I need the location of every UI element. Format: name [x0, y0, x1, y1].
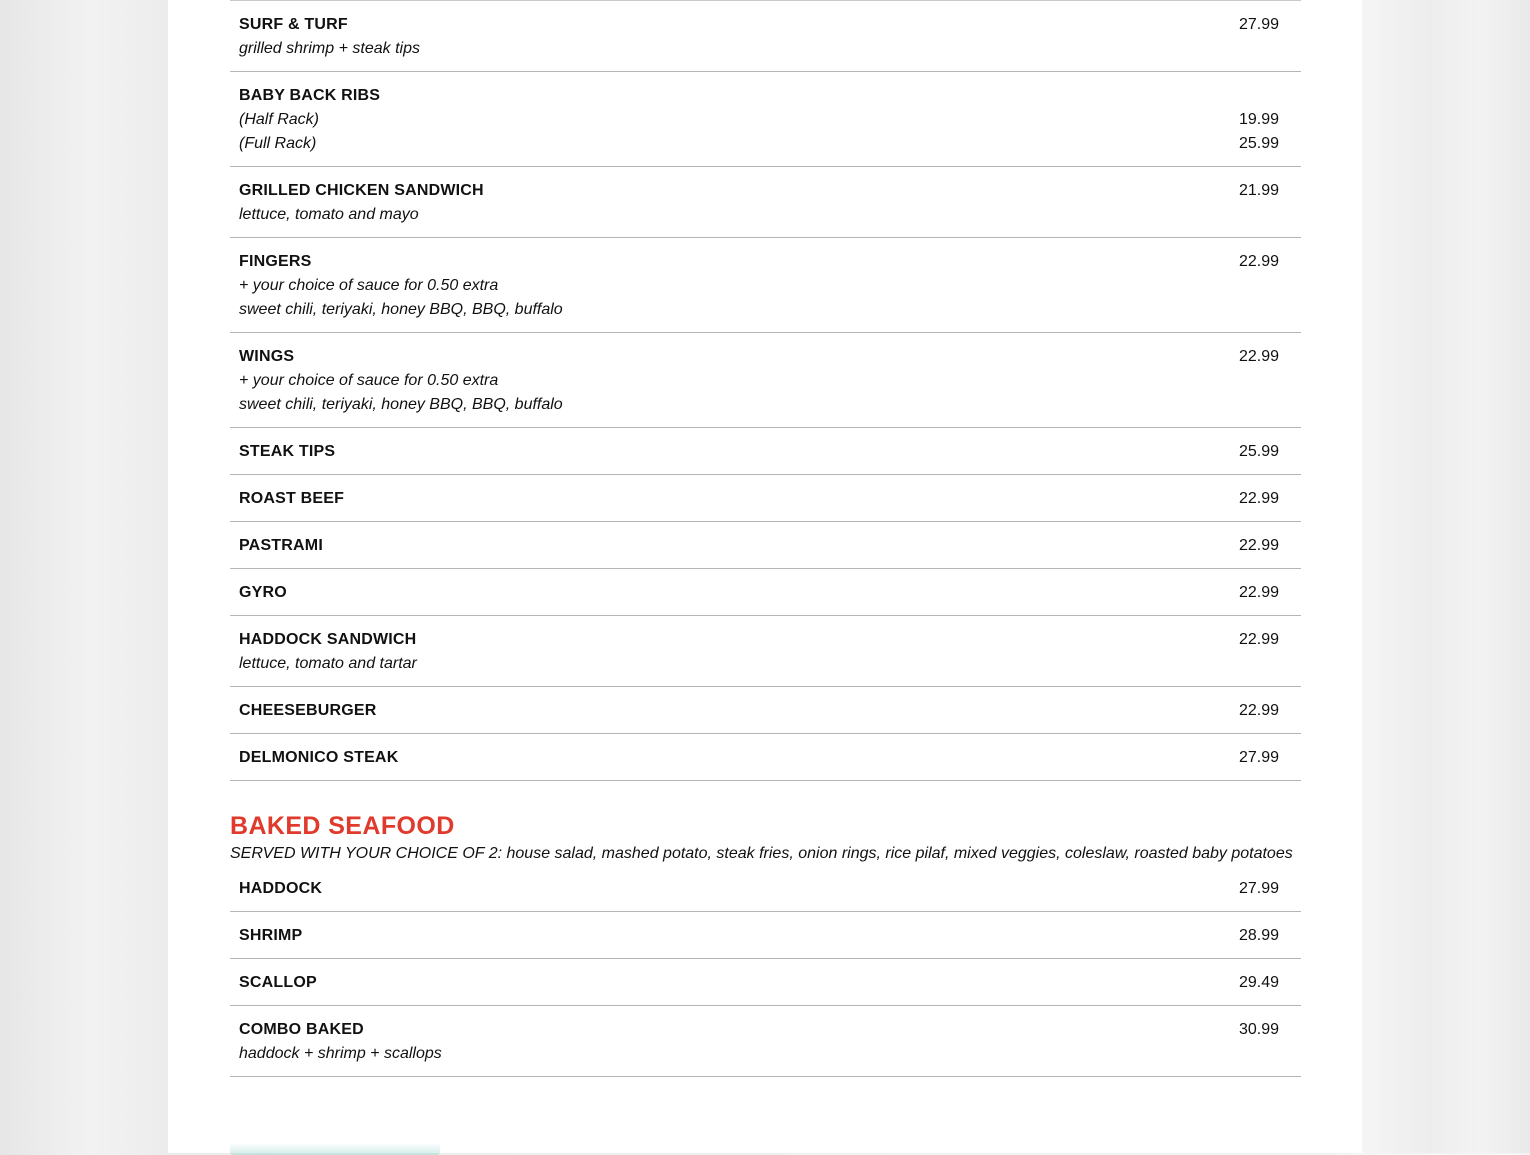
item-price: 29.49 [1238, 974, 1279, 991]
item-name: DELMONICO STEAK [239, 749, 399, 766]
menu-item-baby-back-ribs [230, 71, 1301, 166]
section-subtitle: SERVED WITH YOUR CHOICE OF 2: house salad, mashed potato, steak fries, onion rings, rice pilaf, mixed veggies, coleslaw, roasted baby potatoes [230, 845, 1293, 862]
menu-page [168, 0, 1362, 1153]
item-name: COMBO BAKED [239, 1021, 364, 1038]
item-name: WINGS [239, 348, 295, 365]
item-name: HADDOCK [239, 880, 323, 897]
item-name: FINGERS [239, 253, 312, 270]
item-price: 22.99 [1238, 702, 1279, 719]
item-description: grilled shrimp + steak tips [239, 40, 420, 57]
item-description: + your choice of sauce for 0.50 extra [239, 277, 499, 294]
section-title: BAKED SEAFOOD [230, 812, 455, 840]
item-name: GRILLED CHICKEN SANDWICH [239, 182, 484, 199]
item-description: sweet chili, teriyaki, honey BBQ, BBQ, buffalo [239, 396, 563, 413]
item-description: lettuce, tomato and tartar [239, 655, 417, 672]
item-price: 28.99 [1238, 927, 1279, 944]
item-price: 22.99 [1238, 537, 1279, 554]
menu-item-haddock [230, 868, 1301, 911]
item-price: 22.99 [1238, 631, 1279, 648]
item-price: 25.99 [1238, 443, 1279, 460]
item-name: GYRO [239, 584, 287, 601]
menu-item-fingers [230, 237, 1301, 332]
item-price: 22.99 [1238, 584, 1279, 601]
next-section-heading-partial [230, 1143, 440, 1155]
item-description: haddock + shrimp + scallops [239, 1045, 442, 1062]
item-prices [1219, 108, 1279, 156]
item-price: 22.99 [1238, 348, 1279, 365]
menu-item-grilled-chicken-sandwich [230, 166, 1301, 237]
item-name: CHEESEBURGER [239, 702, 377, 719]
menu-item-steak-tips [230, 427, 1301, 474]
menu-item-cheeseburger [230, 686, 1301, 733]
menu-item-shrimp [230, 911, 1301, 958]
section-items [230, 868, 1301, 1077]
menu-item-surf-turf [230, 0, 1301, 71]
menu-item-delmonico-steak [230, 733, 1301, 781]
item-price: 25.99 [1238, 135, 1279, 152]
item-price: 27.99 [1238, 880, 1279, 897]
menu-list [230, 0, 1301, 781]
item-description: + your choice of sauce for 0.50 extra [239, 372, 499, 389]
menu-item-gyro [230, 568, 1301, 615]
item-price: 21.99 [1238, 182, 1279, 199]
item-price: 22.99 [1238, 253, 1279, 270]
item-price: 30.99 [1238, 1021, 1279, 1038]
item-name: PASTRAMI [239, 537, 323, 554]
item-description: sweet chili, teriyaki, honey BBQ, BBQ, buffalo [239, 301, 563, 318]
item-option: (Half Rack) [239, 111, 320, 128]
item-option: (Full Rack) [239, 135, 317, 152]
menu-item-haddock-sandwich [230, 615, 1301, 686]
background-right [1362, 0, 1530, 1153]
menu-item-pastrami [230, 521, 1301, 568]
item-name: SCALLOP [239, 974, 317, 991]
item-price: 27.99 [1238, 749, 1279, 766]
item-name: SHRIMP [239, 927, 303, 944]
item-name: STEAK TIPS [239, 443, 336, 460]
item-price: 19.99 [1238, 111, 1279, 128]
menu-item-scallop [230, 958, 1301, 1005]
item-description: lettuce, tomato and mayo [239, 206, 419, 223]
menu-item-roast-beef [230, 474, 1301, 521]
item-name: SURF & TURF [239, 16, 348, 33]
item-price: 27.99 [1238, 16, 1279, 33]
item-name: BABY BACK RIBS [239, 87, 381, 104]
item-name: HADDOCK SANDWICH [239, 631, 417, 648]
menu-item-wings [230, 332, 1301, 427]
menu-item-combo-baked [230, 1005, 1301, 1077]
item-name: ROAST BEEF [239, 490, 345, 507]
item-price: 22.99 [1238, 490, 1279, 507]
baked-seafood-section [230, 810, 1301, 1077]
